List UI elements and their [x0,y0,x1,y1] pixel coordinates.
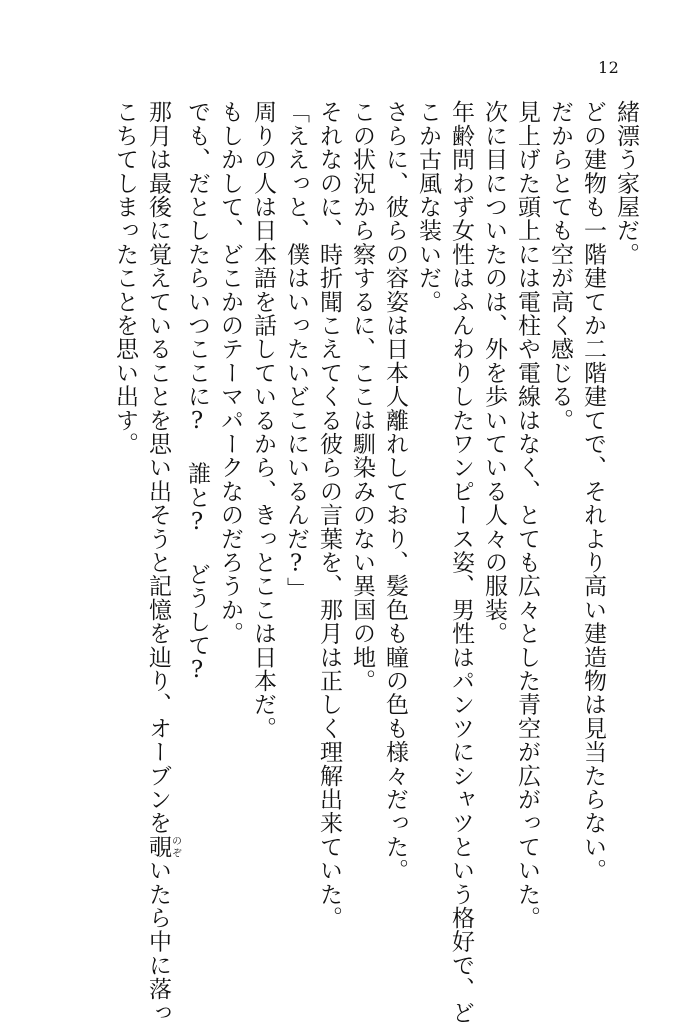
text-line: もしかして、どこかのテーマパークなのだろうか。 [217,100,243,646]
text-line: 緒漂う家屋だ。 [613,100,639,266]
ruby-annotation [145,834,181,859]
text-line: それなのに、時折聞こえてくる彼らの言葉を、那月は正しく理解出来ていた。 [316,100,342,930]
text-line-with-ruby [141,100,181,1024]
text-line: 見上げた頭上には電柱や電線はなく、とても広々とした青空が広がっていた。 [514,100,540,930]
ruby-base: 覗 [145,834,171,859]
text-line: だからとても空が高く感じる。 [547,100,573,432]
text-segment: いたら中に落っ [145,858,171,1024]
page-number: 12 [598,58,620,77]
text-line: でも、だとしたらいつここに? 誰と? どうして? [184,100,210,684]
text-line: この状況から察するに、ここは馴染みのない異国の地。 [349,100,375,693]
text-line: さらに、彼らの容姿は日本人離れしており、髪色も瞳の色も様々だった。 [382,100,408,883]
body-text [108,100,642,1024]
text-line: 「ええっと、僕はいったいどこにいるんだ?」 [283,100,309,601]
text-line: どの建物も一階建てか二階建てで、それより高い建造物は見当たらない。 [580,100,606,883]
ruby-reading: のぞ [169,834,181,859]
text-line: 次に目についたのは、外を歩いている人々の服装。 [481,100,507,646]
text-line: こか古風な装いだ。 [415,100,441,314]
text-segment: 那月は最後に覚えていることを思い出そうと記憶を辿り、オーブンを [145,100,171,835]
text-line: こちてしまったことを思い出す。 [112,100,138,456]
text-line: 年齢問わず女性はふんわりしたワンピース姿、男性はパンツにシャツという格好で、ど [448,100,474,1024]
text-line: 周りの人は日本語を話しているから、きっとここは日本だ。 [250,100,276,740]
